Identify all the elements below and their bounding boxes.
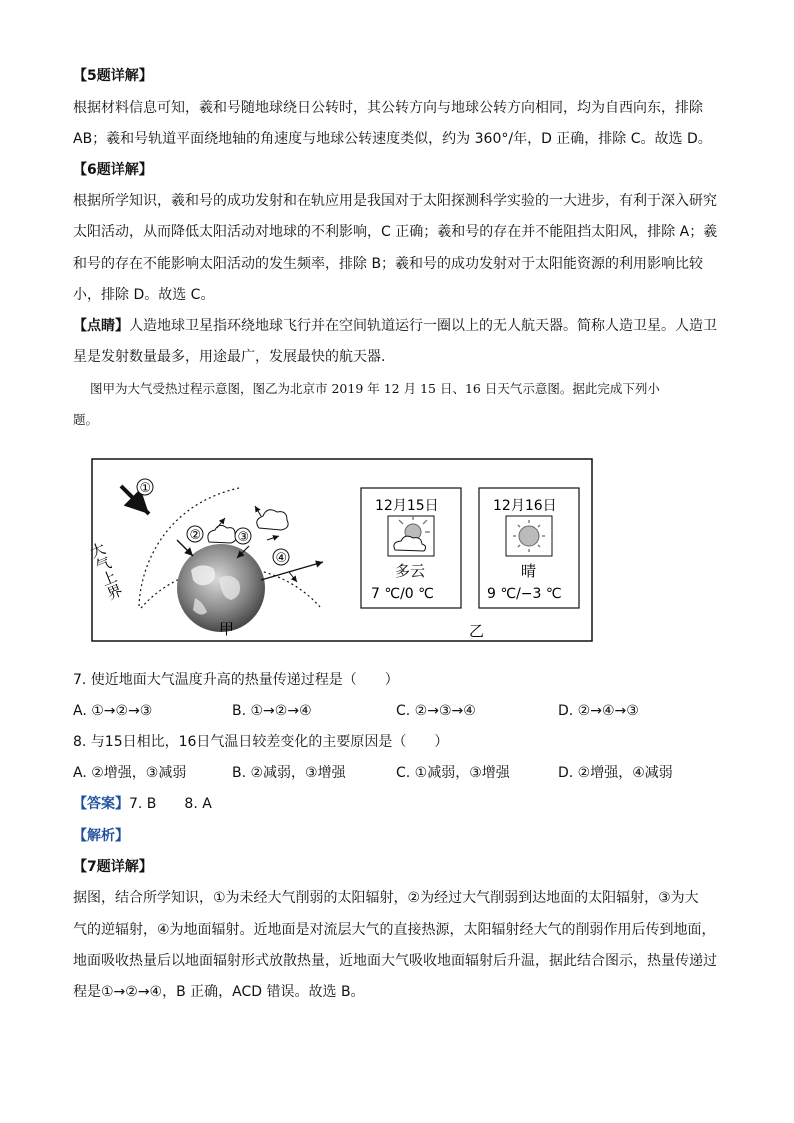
q6-line-3: 和号的存在不能影响太阳活动的发生频率，排除 B；羲和号的成功发射对于太阳能资源的利用影响比较 <box>73 256 704 272</box>
q7-option-d: D. ②→④→③ <box>558 703 639 719</box>
q5-line-1: 根据材料信息可知，羲和号随地球绕日公转时，其公转方向与地球公转方向相同，均为自西向东，排除 <box>73 100 703 116</box>
answer-label: 【答案】 <box>73 796 129 812</box>
q8-option-a: A. ②增强，③减弱 <box>73 765 187 781</box>
q5-heading: 【5题详解】 <box>73 68 153 84</box>
q7detail-line-4: 程是①→②→④，B 正确，ACD 错误。故选 B。 <box>73 984 365 1000</box>
tip-line-1 <box>73 316 717 336</box>
q7detail-line-2: 气的逆辐射，④为地面辐射。近地面是对流层大气的直接热源，太阳辐射经大气的削弱作用后传到地面， <box>73 922 716 938</box>
sunny-icon <box>506 516 552 556</box>
q6-line-4: 小，排除 D。故选 C。 <box>73 287 215 303</box>
answer-text: 7. B 8. A <box>129 796 212 812</box>
q7-option-c: C. ②→③→④ <box>396 703 476 719</box>
q7detail-line-3: 地面吸收热量后以地面辐射形式放散热量，近地面大气吸收地面辐射后升温，据此结合图示，热量传递过 <box>73 953 717 969</box>
partly-cloudy-icon <box>388 516 434 556</box>
atmosphere-label: 大气上界 <box>85 539 126 603</box>
figure-atmosphere-weather <box>85 458 593 642</box>
q7detail-line-1: 据图，结合所学知识，①为未经大气削弱的太阳辐射，②为经过大气削弱到达地面的太阳辐射，③为大 <box>73 890 699 906</box>
day1-weather: 多云 <box>395 562 426 580</box>
panel-jia-label: 甲 <box>219 620 235 638</box>
answer-line <box>73 794 212 814</box>
q8-option-c: C. ①减弱，③增强 <box>396 765 510 781</box>
q7-stem: 7. 使近地面大气温度升高的热量传递过程是（ ） <box>73 672 399 688</box>
tip-line-2: 星是发射数量最多，用途最广，发展最快的航天器. <box>73 349 386 365</box>
panel-yi-label: 乙 <box>469 622 485 640</box>
day2-weather: 晴 <box>521 562 537 580</box>
marker-1: ① <box>139 481 152 496</box>
intro-line-2: 题。 <box>73 412 99 427</box>
q6-line-1: 根据所学知识，羲和号的成功发射和在轨应用是我国对于太阳探测科学实验的一大进步，有利于深入研究 <box>73 193 717 209</box>
analysis-label: 【解析】 <box>73 828 129 844</box>
day2-temp: 9 ℃/−3 ℃ <box>487 586 562 602</box>
q8-option-d: D. ②增强，④减弱 <box>558 765 673 781</box>
q8-stem: 8. 与15日相比，16日气温日较差变化的主要原因是（ ） <box>73 734 449 750</box>
tip-label: 【点睛】 <box>73 318 129 334</box>
q7detail-heading: 【7题详解】 <box>73 859 153 875</box>
tip-text-1: 人造地球卫星指环绕地球飞行并在空间轨道运行一圈以上的无人航天器。简称人造卫星。人造卫 <box>129 318 717 334</box>
marker-4: ④ <box>275 551 288 566</box>
day1-date: 12月15日 <box>375 498 439 514</box>
q6-heading: 【6题详解】 <box>73 162 153 178</box>
marker-3: ③ <box>237 530 250 545</box>
day2-date: 12月16日 <box>493 498 557 514</box>
q8-option-b: B. ②减弱，③增强 <box>232 765 346 781</box>
q7-option-a: A. ①→②→③ <box>73 703 153 719</box>
intro-line-1: 图甲为大气受热过程示意图，图乙为北京市 2019 年 12 月 15 日、16 日天气示意图。据此完成下列小 <box>90 381 660 396</box>
q6-line-2: 太阳活动，从而降低太阳活动对地球的不利影响，C 正确；羲和号的存在并不能阻挡太阳风，排除 A；羲 <box>73 224 718 240</box>
q5-line-2: AB；羲和号轨道平面绕地轴的角速度与地球公转速度类似，约为 360°/年，D 正确，排除 C。故选 D。 <box>73 131 712 147</box>
q7-option-b: B. ①→②→④ <box>232 703 312 719</box>
day1-temp: 7 ℃/0 ℃ <box>371 586 434 602</box>
marker-2: ② <box>189 528 202 543</box>
